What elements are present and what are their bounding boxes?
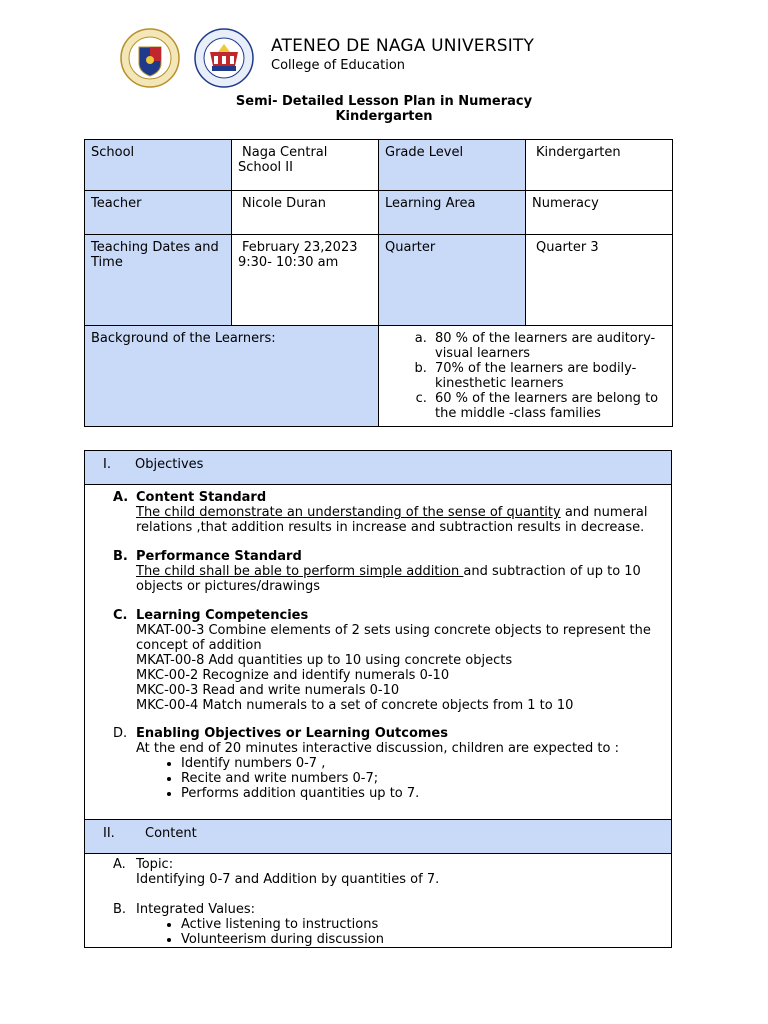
teaching-dates-label: Teaching Dates and Time	[85, 235, 232, 326]
enabling-objectives	[113, 726, 669, 801]
performance-standard-text	[136, 564, 669, 594]
objectives-numeral: I.	[103, 457, 111, 472]
item-letter: B.	[113, 902, 127, 917]
grade-level-label: Grade Level	[379, 140, 526, 191]
ateneo-seal-logo	[120, 28, 180, 88]
list-item: c. 60 % of the learners are belong to the middle -class families	[431, 391, 666, 421]
competency-line: MKAT-00-8 Add quantities up to 10 using concrete objects	[136, 653, 513, 668]
performance-standard-title: Performance Standard	[136, 549, 302, 564]
learning-area-value: Numeracy	[526, 191, 673, 235]
list-item: b. 70% of the learners are bodily-kinesthetic learners	[431, 361, 666, 391]
quarter-value-text: Quarter 3	[536, 240, 599, 255]
teaching-dates-value	[232, 235, 379, 326]
quarter-value	[526, 235, 673, 326]
teacher-label: Teacher	[85, 191, 232, 235]
list-item: • Active listening to instructions	[181, 917, 669, 932]
item-letter: C.	[113, 608, 128, 623]
item-letter: A.	[113, 857, 126, 872]
objectives-content-box	[84, 450, 672, 948]
table-row	[85, 326, 673, 427]
college-name: College of Education	[271, 58, 406, 73]
topic	[113, 857, 669, 887]
content-standard-text	[136, 505, 669, 535]
objectives-header	[85, 451, 671, 485]
competency-line: MKC-00-4 Match numerals to a set of concrete objects from 1 to 10	[136, 698, 574, 713]
objectives-heading: Objectives	[135, 457, 204, 472]
item-letter: D.	[113, 726, 128, 741]
teacher-value-text: Nicole Duran	[242, 196, 326, 211]
lesson-plan-subtitle: Kindergarten	[335, 109, 433, 124]
content-heading: Content	[145, 826, 197, 841]
background-value	[379, 326, 673, 427]
content-header	[85, 819, 671, 854]
background-label: Background of the Learners:	[85, 326, 379, 427]
topic-text: Identifying 0-7 and Addition by quantities of 7.	[136, 872, 440, 887]
lesson-info-table	[84, 139, 673, 427]
performance-standard	[113, 549, 669, 594]
item-letter: B.	[113, 549, 128, 564]
content-section	[85, 854, 671, 948]
objectives-section	[85, 485, 671, 819]
learning-competencies-title: Learning Competencies	[136, 608, 309, 623]
enabling-objectives-intro: At the end of 20 minutes interactive discussion, children are expected to :	[136, 741, 619, 756]
list-item: • Performs addition quantities up to 7.	[181, 786, 669, 801]
plain-text: and subtraction of up to 10 objects or pictures/drawings	[136, 564, 641, 594]
table-row	[85, 140, 673, 191]
content-standard-title: Content Standard	[136, 490, 267, 505]
integrated-values-title: Integrated Values:	[136, 902, 256, 917]
underlined-text: The child shall be able to perform simple addition	[136, 564, 464, 579]
competency-line: MKAT-00-3 Combine elements of 2 sets using concrete objects to represent the concept of addition	[136, 623, 651, 653]
competency-line: MKC-00-3 Read and write numerals 0-10	[136, 683, 400, 698]
plain-text: and numeral relations ,that addition results in increase and subtraction results in decrease.	[136, 505, 648, 535]
university-heading	[271, 36, 534, 73]
table-row	[85, 235, 673, 326]
grade-level-text: Kindergarten	[536, 145, 621, 160]
item-letter: A.	[113, 490, 129, 505]
teacher-value	[232, 191, 379, 235]
teaching-time: 9:30- 10:30 am	[238, 255, 339, 270]
topic-title: Topic:	[136, 857, 174, 872]
list-item: a. 80 % of the learners are auditory-visual learners	[431, 331, 666, 361]
college-of-education-seal-logo	[194, 28, 254, 88]
list-item: • Volunteerism during discussion	[181, 932, 669, 947]
competency-line: MKC-00-2 Recognize and identify numerals 0-10	[136, 668, 450, 683]
school-value-text: Naga Central School II	[238, 145, 328, 175]
enabling-objectives-list	[136, 756, 669, 801]
list-item: • Recite and write numbers 0-7;	[181, 771, 669, 786]
integrated-values-list	[136, 917, 669, 947]
content-standard	[113, 490, 669, 535]
quarter-label: Quarter	[379, 235, 526, 326]
learning-area-label: Learning Area	[379, 191, 526, 235]
underlined-text: The child demonstrate an understanding of the sense of quantity	[136, 505, 561, 520]
learning-competencies	[113, 608, 669, 713]
integrated-values	[113, 902, 669, 947]
table-row	[85, 191, 673, 235]
grade-level-value	[526, 140, 673, 191]
school-label: School	[85, 140, 232, 191]
university-name: ATENEO DE NAGA UNIVERSITY	[271, 36, 535, 56]
teaching-date: February 23,2023	[242, 240, 358, 255]
list-item: • Identify numbers 0-7 ,	[181, 756, 669, 771]
enabling-objectives-title: Enabling Objectives or Learning Outcomes	[136, 726, 448, 741]
lesson-plan-title: Semi- Detailed Lesson Plan in Numeracy	[235, 94, 533, 109]
school-value	[232, 140, 379, 191]
content-numeral: II.	[103, 826, 115, 841]
background-list	[385, 331, 666, 421]
